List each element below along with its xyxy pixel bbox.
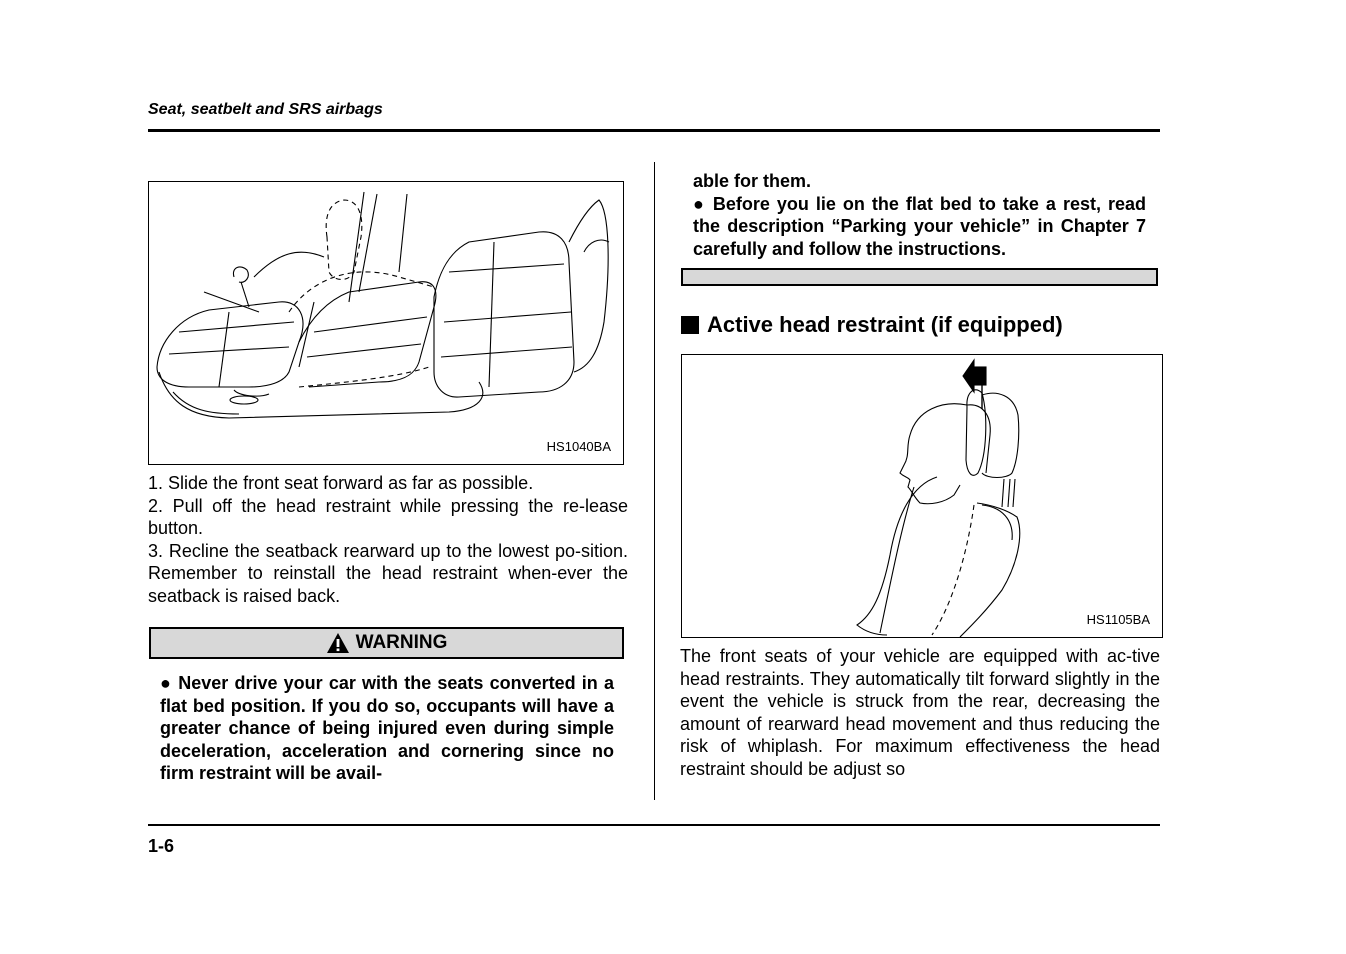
- square-bullet-icon: [681, 316, 699, 334]
- step-3: 3. Recline the seatback rearward up to the lowest po-sition. Remember to reinstall the head restraint when-ever the seatback is raised back.: [148, 540, 628, 606]
- page-number: 1-6: [148, 836, 175, 856]
- warning-item-1: ● Never drive your car with the seats converted in a flat bed position. If you do so, occupants will have a greater chance of being injured even during simple deceleration, acceleration and cornering since no firm restraint will be avail-: [160, 673, 614, 784]
- section-body-text: The front seats of your vehicle are equipped with ac-tive head restraints. They automatically tilt forward slightly in the event the vehicle is struck from the rear, decreasing the amount of rearward head movement and thus reducing the risk of whiplash. For maximum effectiveness the head restraint should be adjust so: [680, 646, 1160, 779]
- warning-header: [149, 627, 624, 659]
- section-heading-text: Active head restraint (if equipped): [707, 312, 1063, 337]
- warning-item-1-continued: able for them.: [693, 171, 812, 191]
- figure-code: HS1105BA: [1086, 612, 1150, 627]
- running-header: Seat, seatbelt and SRS airbags: [148, 101, 383, 118]
- warning-continuation: [693, 170, 1146, 260]
- warning-end-bar: [681, 268, 1158, 286]
- figure-code: HS1040BA: [546, 439, 611, 454]
- warning-item-2: ● Before you lie on the flat bed to take a rest, read the description “Parking your vehicle” in Chapter 7 carefully and follow the instructions.: [693, 193, 1146, 259]
- flat-bed-seat-drawing: [149, 182, 623, 464]
- warning-triangle-icon: [326, 632, 350, 654]
- header-rule: [148, 129, 1160, 132]
- active-head-restraint-illustration: [681, 354, 1163, 638]
- column-divider: [654, 162, 655, 800]
- head-restraint-drawing: [682, 355, 1162, 637]
- section-heading: [681, 312, 1063, 338]
- step-1: 1. Slide the front seat forward as far as possible.: [148, 473, 534, 493]
- footer-rule: [148, 824, 1160, 826]
- step-2: 2. Pull off the head restraint while pressing the re-lease button.: [148, 495, 628, 539]
- conversion-steps: [148, 472, 628, 608]
- flat-bed-seat-illustration: [148, 181, 624, 465]
- warning-label: WARNING: [355, 632, 448, 653]
